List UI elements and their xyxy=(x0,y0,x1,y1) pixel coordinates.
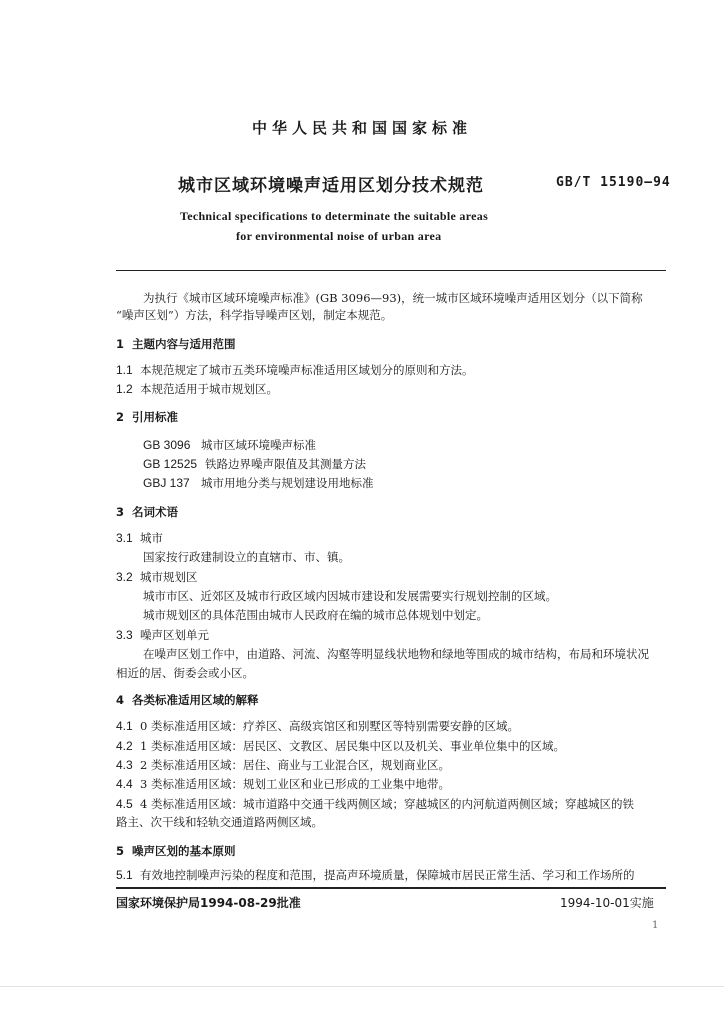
clause-number: 4.4 xyxy=(116,777,133,791)
section-4-heading xyxy=(116,692,259,708)
clause-text: 有效地控制噪声污染的程度和范围，提高声环境质量，保障城市居民正常生活、学习和工作场所的 xyxy=(140,868,635,882)
reference-item xyxy=(143,437,316,453)
header-divider xyxy=(116,270,666,271)
term-name: 城市规划区 xyxy=(140,570,198,584)
clause-4-4 xyxy=(116,776,450,792)
section-number: 1 xyxy=(116,337,125,351)
clause-text: 0 类标准适用区域：疗养区、高级宾馆区和别墅区等特别需要安静的区域。 xyxy=(140,719,519,733)
section-title: 引用标准 xyxy=(132,410,179,424)
section-title: 主题内容与适用范围 xyxy=(132,337,236,351)
term-3-2 xyxy=(116,569,198,585)
section-title: 各类标准适用区域的解释 xyxy=(132,693,259,707)
clause-5-1 xyxy=(116,867,635,883)
clause-text: 1 类标准适用区域：居民区、文教区、居民集中区以及机关、事业单位集中的区域。 xyxy=(140,739,565,753)
section-title: 名词术语 xyxy=(132,505,179,519)
page-number: 1 xyxy=(652,920,659,931)
term-3-1 xyxy=(116,530,163,546)
section-2-heading xyxy=(116,409,178,425)
clause-text: 4 类标准适用区域：城市道路中交通干线两侧区域；穿越城区的内河航道两侧区域；穿越城区的铁 xyxy=(140,797,634,811)
clause-4-5 xyxy=(116,796,634,812)
section-1-heading xyxy=(116,336,236,352)
term-name: 噪声区划单元 xyxy=(140,628,209,642)
term-definition: 国家按行政建制设立的直辖市、市、镇。 xyxy=(143,550,350,564)
reference-name: 城市区域环境噪声标准 xyxy=(201,438,316,452)
standard-code: GB/T 15190—94 xyxy=(556,175,671,190)
clause-number: 4.3 xyxy=(116,758,133,772)
term-number: 3.3 xyxy=(116,628,133,642)
term-definition-line: 城市市区、近郊区及城市行政区域内因城市建设和发展需要实行规划控制的区域。 xyxy=(143,589,557,603)
clause-text: 本规范规定了城市五类环境噪声标准适用区域划分的原则和方法。 xyxy=(140,363,474,377)
clause-number: 4.2 xyxy=(116,739,133,753)
scan-edge-line xyxy=(0,986,724,987)
english-title-line-1: Technical specifications to determinate the suitable areas xyxy=(180,209,489,223)
clause-4-1 xyxy=(116,718,519,734)
section-number: 3 xyxy=(116,505,125,519)
clause-1-1 xyxy=(116,362,474,378)
clause-number: 5.1 xyxy=(116,868,133,882)
section-3-heading xyxy=(116,504,178,520)
effective-date: 1994-10-01实施 xyxy=(560,896,654,910)
term-3-3 xyxy=(116,627,209,643)
reference-item xyxy=(143,475,374,491)
clause-number: 4.5 xyxy=(116,797,133,811)
clause-continuation: 路主、次干线和轻轨交通道路两侧区域。 xyxy=(116,815,323,829)
reference-name: 城市用地分类与规划建设用地标准 xyxy=(201,476,374,490)
intro-line-2: “噪声区划”）方法，科学指导噪声区划，制定本规范。 xyxy=(116,308,393,322)
clause-4-2 xyxy=(116,738,565,754)
term-definition-line: 相近的居、街委会或小区。 xyxy=(116,666,254,680)
section-number: 2 xyxy=(116,410,125,424)
reference-code: GBJ 137 xyxy=(143,476,190,490)
term-definition-line: 城市规划区的具体范围由城市人民政府在编的城市总体规划中划定。 xyxy=(143,608,488,622)
document-title: 城市区域环境噪声适用区划分技术规范 xyxy=(178,176,484,196)
clause-text: 3 类标准适用区域：规划工业区和业已形成的工业集中地带。 xyxy=(140,777,450,791)
term-number: 3.2 xyxy=(116,570,133,584)
term-definition-line: 在噪声区划工作中，由道路、河流、沟壑等明显线状地物和绿地等围成的城市结构，布局和环境状况 xyxy=(143,647,649,661)
section-number: 5 xyxy=(116,844,125,858)
approval-date: 国家环境保护局1994-08-29批准 xyxy=(116,896,301,910)
clause-1-2 xyxy=(116,381,278,397)
term-name: 城市 xyxy=(140,531,163,545)
clause-4-3 xyxy=(116,757,450,773)
clause-text: 本规范适用于城市规划区。 xyxy=(140,382,278,396)
section-5-heading xyxy=(116,843,236,859)
document-header: 中华人民共和国国家标准 xyxy=(251,119,472,137)
intro-line-1: 为执行《城市区域环境噪声标准》(GB 3096—93)，统一城市区域环境噪声适用区划分（以下简称 xyxy=(143,291,643,305)
section-number: 4 xyxy=(116,693,125,707)
english-title-line-2: for environmental noise of urban area xyxy=(236,229,442,243)
clause-number: 1.1 xyxy=(116,363,133,377)
reference-code: GB 12525 xyxy=(143,457,198,471)
reference-item xyxy=(143,456,366,472)
section-title: 噪声区划的基本原则 xyxy=(132,844,236,858)
clause-text: 2 类标准适用区域：居住、商业与工业混合区，规划商业区。 xyxy=(140,758,450,772)
clause-number: 4.1 xyxy=(116,719,133,733)
clause-number: 1.2 xyxy=(116,382,133,396)
term-number: 3.1 xyxy=(116,531,133,545)
reference-code: GB 3096 xyxy=(143,438,191,452)
reference-name: 铁路边界噪声限值及其测量方法 xyxy=(205,457,366,471)
footer-divider xyxy=(116,887,666,889)
